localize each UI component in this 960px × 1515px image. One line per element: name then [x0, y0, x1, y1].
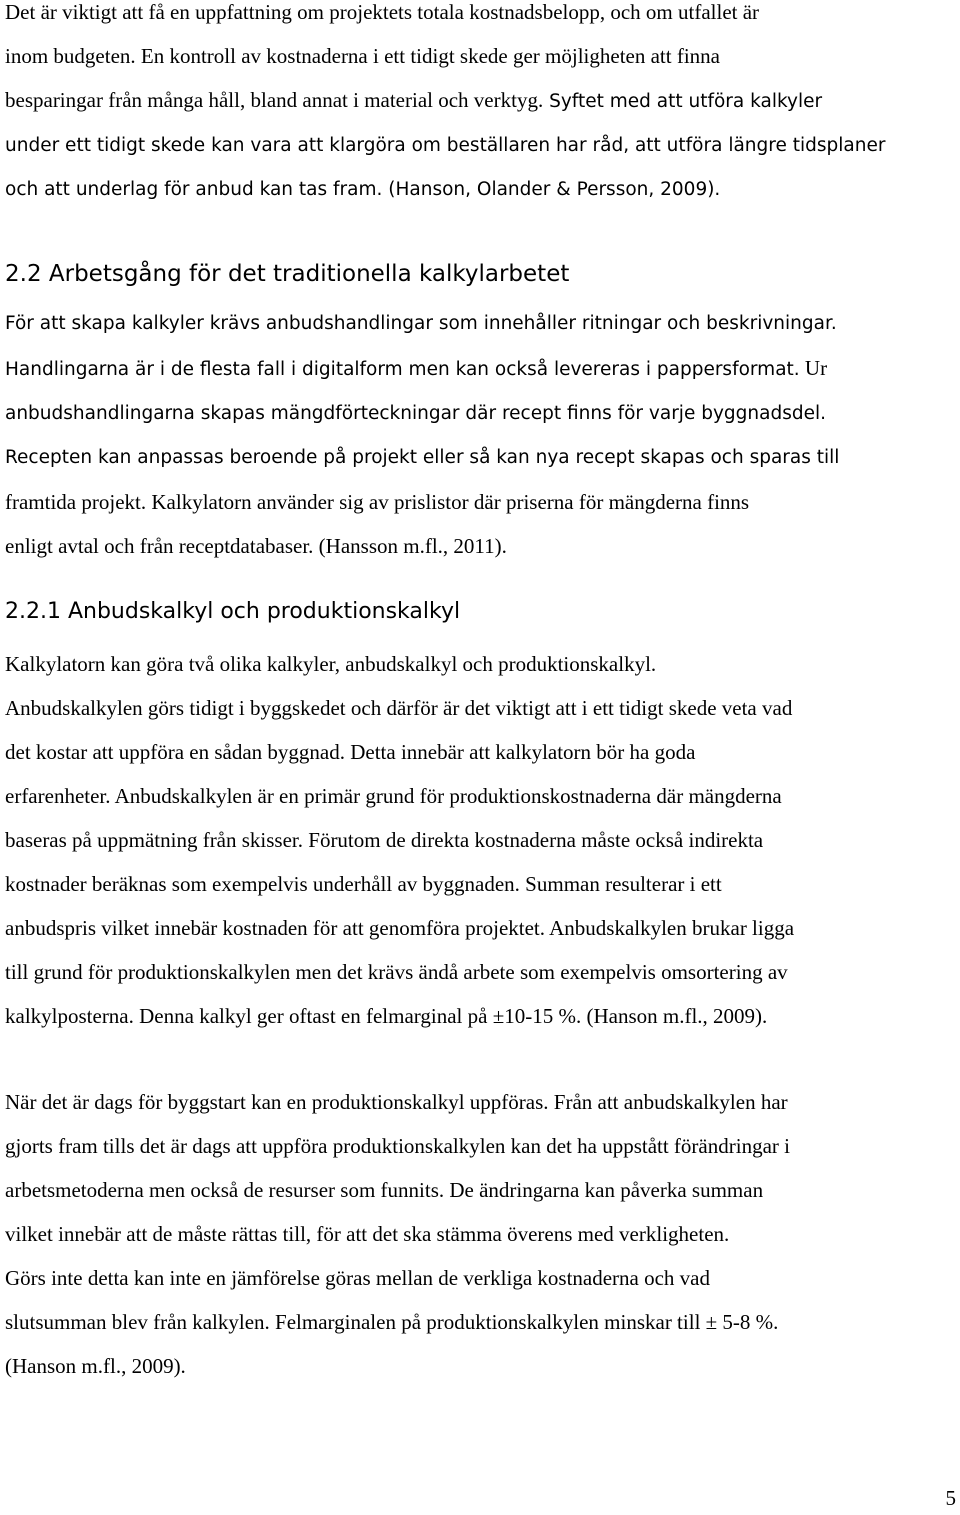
text-line — [5, 78, 955, 124]
text-run: Ur — [799, 356, 828, 380]
text-line: kalkylposterna. Denna kalkyl ger oftast en felmarginal på ±10-15 %. (Hanson m.fl., 2009). — [5, 1004, 768, 1028]
text-run: Handlingarna är i de flesta fall i digitalform men kan också levereras i pappersformat. — [5, 359, 800, 380]
text-line: och att underlag för anbud kan tas fram. (Hanson, Olander & Persson, 2009). — [5, 179, 721, 200]
section-heading: 2.2 Arbetsgång för det traditionella kalkylarbetet — [5, 261, 570, 287]
text-run: besparingar från många håll, bland annat i material och verktyg. — [5, 88, 544, 112]
text-line: För att skapa kalkyler krävs anbudshandlingar som innehåller ritningar och beskrivningar. — [5, 313, 837, 334]
text-run: Kalkylatorn använder sig av prislistor där priserna för mängderna finns — [146, 490, 750, 514]
text-line: Görs inte detta kan inte en jämförelse göras mellan de verkliga kostnaderna och vad — [5, 1266, 710, 1290]
text-line — [5, 480, 955, 524]
text-run: Syftet med att utföra kalkyler — [543, 91, 823, 112]
text-line: (Hanson m.fl., 2009). — [5, 1354, 186, 1378]
text-line: Recepten kan anpassas beroende på projekt eller så kan nya recept skapas och sparas till — [5, 447, 840, 468]
text-line: kostnader beräknas som exempelvis underhåll av byggnaden. Summan resulterar i ett — [5, 872, 722, 896]
text-line: anbudshandlingarna skapas mängdförteckningar där recept finns för varje byggnadsdel. — [5, 403, 826, 424]
section-2-2-1-paragraph — [5, 642, 955, 1038]
section-2-2-paragraph — [5, 302, 955, 568]
text-line: slutsumman blev från kalkylen. Felmarginalen på produktionskalkylen minskar till ± 5-8 %. — [5, 1310, 779, 1334]
text-line: Anbudskalkylen görs tidigt i byggskedet och därför är det viktigt att i ett tidigt skede veta vad — [5, 696, 793, 720]
text-line: arbetsmetoderna men också de resurser som funnits. De ändringarna kan påverka summan — [5, 1178, 764, 1202]
text-line — [5, 346, 955, 392]
text-line: gjorts fram tills det är dags att uppföra produktionskalkylen kan det ha uppstått förändringar i — [5, 1134, 790, 1158]
text-line: vilket innebär att de måste rättas till, för att det ska stämma överens med verkligheten. — [5, 1222, 730, 1246]
intro-paragraph — [5, 0, 955, 212]
text-line: under ett tidigt skede kan vara att klargöra om beställaren har råd, att utföra längre tidsplaner — [5, 135, 886, 156]
text-line: Kalkylatorn kan göra två olika kalkyler, anbudskalkyl och produktionskalkyl. — [5, 652, 657, 676]
text-line: När det är dags för byggstart kan en produktionskalkyl uppföras. Från att anbudskalkylen har — [5, 1090, 788, 1114]
text-line: baseras på uppmätning från skisser. Förutom de direkta kostnaderna måste också indirekta — [5, 828, 764, 852]
text-line: erfarenheter. Anbudskalkylen är en primär grund för produktionskostnaderna där mängderna — [5, 784, 782, 808]
text-line: det kostar att uppföra en sådan byggnad. Detta innebär att kalkylatorn bör ha goda — [5, 740, 696, 764]
text-line: inom budgeten. En kontroll av kostnaderna i ett tidigt skede ger möjligheten att finna — [5, 44, 720, 68]
text-line: enligt avtal och från receptdatabaser. (Hansson m.fl., 2011). — [5, 534, 507, 558]
text-line: Det är viktigt att få en uppfattning om projektets totala kostnadsbelopp, och om utfallet är — [5, 0, 760, 24]
text-line: anbudspris vilket innebär kostnaden för att genomföra projektet. Anbudskalkylen brukar ligga — [5, 916, 795, 940]
text-line: till grund för produktionskalkylen men det krävs ändå arbete som exempelvis omsortering av — [5, 960, 788, 984]
text-run: framtida projekt. — [5, 490, 147, 514]
closing-paragraph — [5, 1080, 955, 1388]
subsection-heading: 2.2.1 Anbudskalkyl och produktionskalkyl — [5, 599, 461, 624]
page-number: 5 — [945, 1486, 956, 1510]
